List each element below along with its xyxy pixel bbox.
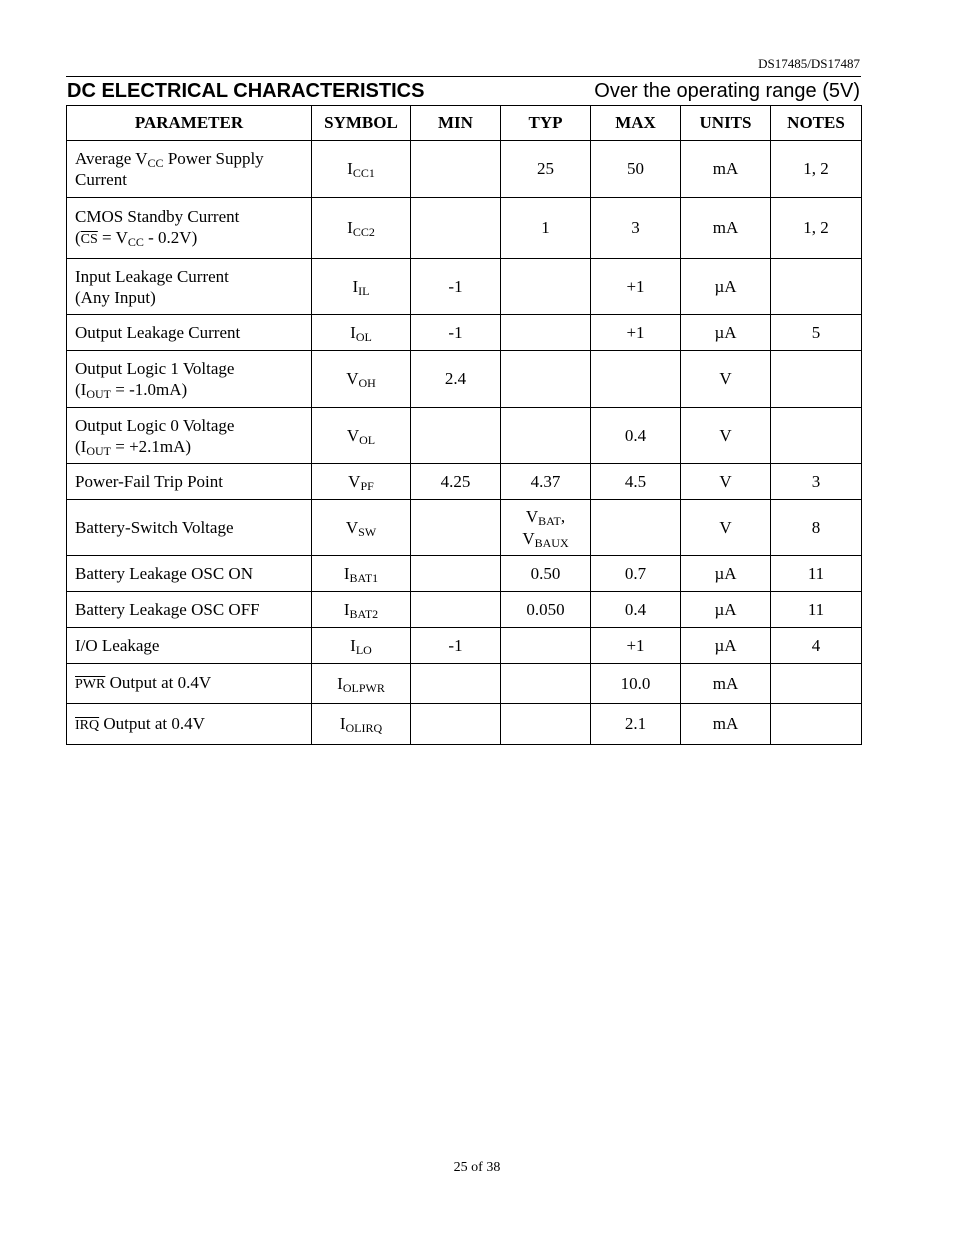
cell-notes: 1, 2 (771, 198, 862, 259)
text-text: (Any Input) (75, 287, 156, 307)
table-row (67, 259, 862, 315)
parameter-line (75, 713, 311, 736)
cell-parameter (67, 464, 312, 500)
symbol-base: I (343, 599, 350, 619)
parameter-line (75, 322, 311, 343)
cell-units: V (681, 408, 771, 464)
cell-notes (771, 259, 862, 315)
text-sub: CC (127, 235, 144, 249)
cell-symbol (312, 351, 411, 408)
cell-min (411, 141, 501, 198)
table-row (67, 464, 862, 500)
parameter-line (75, 415, 311, 436)
symbol-subscript: SW (358, 524, 377, 539)
text-sub: OUT (86, 443, 111, 458)
cell-min (411, 556, 501, 592)
parameter-line (75, 266, 311, 287)
cell-notes (771, 704, 862, 745)
typ-line (501, 506, 590, 528)
cell-units: V (681, 464, 771, 500)
cell-notes: 4 (771, 628, 862, 664)
cell-min: -1 (411, 315, 501, 351)
cell-min: -1 (411, 628, 501, 664)
text-text: Battery-Switch Voltage (75, 518, 234, 537)
cell-units: V (681, 351, 771, 408)
table-row (67, 592, 862, 628)
cell-symbol (312, 664, 411, 704)
cell-max (591, 500, 681, 556)
symbol-subscript: PF (360, 478, 374, 493)
cell-symbol (312, 198, 411, 259)
column-header-min: MIN (411, 106, 501, 141)
symbol-base: I (347, 218, 353, 237)
cell-typ (501, 351, 591, 408)
table-row (67, 351, 862, 408)
text-text: V (522, 528, 535, 548)
cell-symbol (312, 556, 411, 592)
cell-typ (501, 259, 591, 315)
cell-parameter (67, 198, 312, 259)
cell-parameter (67, 704, 312, 745)
table-row (67, 315, 862, 351)
cell-min (411, 198, 501, 259)
cell-units: µA (681, 556, 771, 592)
symbol-base: I (339, 714, 346, 733)
text-over: $\overline{PWR}$ (75, 677, 106, 692)
cell-max: 0.4 (591, 408, 681, 464)
operating-condition: Over the operating range (5V) (594, 80, 860, 102)
symbol-subscript: CC1 (352, 166, 375, 180)
cell-parameter (67, 408, 312, 464)
table-row (67, 198, 862, 259)
cell-notes: 11 (771, 592, 862, 628)
cell-symbol (312, 315, 411, 351)
text-after: = +2.1mA) (111, 436, 192, 456)
symbol-subscript: BAT2 (349, 606, 379, 621)
cell-symbol (312, 628, 411, 664)
symbol-subscript: IL (358, 283, 370, 298)
cell-min (411, 664, 501, 704)
table-row (67, 704, 862, 745)
cell-min: 2.4 (411, 351, 501, 408)
cell-min: -1 (411, 259, 501, 315)
symbol-subscript: OL (359, 432, 376, 447)
text-text: Average V (75, 149, 148, 168)
table-row (67, 500, 862, 556)
symbol-base: I (350, 635, 356, 655)
symbol-base: I (337, 673, 343, 693)
cell-max (591, 351, 681, 408)
cell-min (411, 592, 501, 628)
column-header-parameter: PARAMETER (67, 106, 312, 141)
symbol-subscript: LO (355, 642, 372, 657)
symbol-subscript: OH (358, 376, 376, 390)
parameter-line (75, 599, 311, 620)
symbol-subscript: CC2 (352, 225, 375, 239)
text-after: Output at 0.4V (105, 673, 212, 692)
symbol-base: V (346, 369, 359, 388)
cell-units: mA (681, 198, 771, 259)
cell-parameter (67, 628, 312, 664)
cell-max: 4.5 (591, 464, 681, 500)
table-row (67, 408, 862, 464)
text-after: Output at 0.4V (99, 713, 205, 733)
table-row (67, 556, 862, 592)
symbol-base: V (348, 471, 361, 491)
cell-min (411, 408, 501, 464)
symbol-base: V (345, 517, 359, 537)
cell-min (411, 500, 501, 556)
column-header-max: MAX (591, 106, 681, 141)
table-row (67, 141, 862, 198)
cell-symbol (312, 592, 411, 628)
text-text: (I (75, 436, 87, 456)
cell-max: 0.4 (591, 592, 681, 628)
parameter-line (75, 672, 311, 695)
symbol-base: I (352, 276, 359, 296)
text-after: - 0.2V) (143, 228, 198, 247)
parameter-line (75, 287, 311, 308)
column-header-typ: TYP (501, 106, 591, 141)
cell-symbol (312, 408, 411, 464)
cell-units: mA (681, 141, 771, 198)
cell-parameter (67, 556, 312, 592)
text-text: Power-Fail Trip Point (75, 472, 223, 491)
cell-typ (501, 408, 591, 464)
text-text: CMOS Standby Current (75, 207, 240, 226)
cell-notes: 11 (771, 556, 862, 592)
text-text: Output Logic 0 Voltage (75, 415, 235, 435)
header-rule (66, 76, 861, 77)
parameter-line (75, 471, 311, 492)
cell-symbol (312, 500, 411, 556)
cell-max: +1 (591, 315, 681, 351)
symbol-base: I (350, 322, 356, 342)
document-code: DS17485/DS17487 (758, 56, 860, 71)
cell-notes (771, 664, 862, 704)
cell-notes: 3 (771, 464, 862, 500)
cell-typ (501, 315, 591, 351)
text-text: Battery Leakage OSC ON (75, 564, 253, 583)
cell-units: mA (681, 664, 771, 704)
parameter-line (75, 635, 311, 656)
parameter-line (75, 358, 311, 379)
cell-typ (501, 628, 591, 664)
text-sub: CC (147, 156, 164, 170)
cell-notes: 5 (771, 315, 862, 351)
parameter-line (75, 206, 311, 227)
cell-units: µA (681, 592, 771, 628)
cell-notes (771, 408, 862, 464)
text-sub: BAT (538, 513, 561, 528)
text-text: Input Leakage Current (75, 266, 229, 286)
table-header-row (67, 106, 862, 141)
parameter-line (75, 436, 311, 457)
cell-max: +1 (591, 628, 681, 664)
cell-symbol (312, 464, 411, 500)
text-text: Output Logic 1 Voltage (75, 359, 235, 378)
cell-symbol (312, 141, 411, 198)
cell-min: 4.25 (411, 464, 501, 500)
column-header-notes: NOTES (771, 106, 862, 141)
symbol-base: I (343, 563, 350, 583)
cell-units: µA (681, 315, 771, 351)
cell-typ (501, 664, 591, 704)
text-text: ( (75, 228, 81, 247)
cell-units: V (681, 500, 771, 556)
parameter-line (75, 169, 311, 190)
text-over: $\overline{CS}$ (80, 232, 98, 247)
text-after: = -1.0mA) (111, 380, 188, 399)
symbol-subscript: BAT1 (349, 570, 379, 585)
text-text: I/O Leakage (75, 636, 160, 655)
cell-max: +1 (591, 259, 681, 315)
cell-typ: 25 (501, 141, 591, 198)
column-header-units: UNITS (681, 106, 771, 141)
section-title: DC ELECTRICAL CHARACTERISTICS (67, 80, 425, 102)
cell-typ (501, 500, 591, 556)
text-text: Output Leakage Current (75, 323, 241, 342)
cell-parameter (67, 500, 312, 556)
parameter-line (75, 148, 311, 169)
page-number: 25 of 38 (453, 1160, 501, 1175)
symbol-base: V (346, 425, 360, 445)
text-over: $\overline{IRQ}$ (75, 717, 100, 733)
parameter-line (75, 227, 311, 250)
text-text: Current (75, 170, 127, 189)
text-text: (I (75, 380, 87, 399)
cell-typ: 1 (501, 198, 591, 259)
text-sub: OUT (86, 387, 111, 401)
cell-notes (771, 351, 862, 408)
cell-parameter (67, 259, 312, 315)
symbol-subscript: OL (355, 329, 372, 344)
cell-symbol (312, 704, 411, 745)
cell-max: 0.7 (591, 556, 681, 592)
dc-characteristics-table (66, 105, 862, 745)
symbol-base: I (347, 159, 353, 178)
cell-notes: 1, 2 (771, 141, 862, 198)
cell-parameter (67, 592, 312, 628)
cell-max: 3 (591, 198, 681, 259)
cell-symbol (312, 259, 411, 315)
parameter-line (75, 563, 311, 584)
table-body (67, 141, 862, 745)
cell-notes: 8 (771, 500, 862, 556)
cell-units: µA (681, 259, 771, 315)
text-sub: BAUX (534, 535, 569, 550)
text-mid: = V (97, 228, 128, 247)
cell-typ: 0.50 (501, 556, 591, 592)
cell-max: 10.0 (591, 664, 681, 704)
cell-max: 2.1 (591, 704, 681, 745)
cell-units: µA (681, 628, 771, 664)
symbol-subscript: OLPWR (342, 680, 385, 695)
text-after: Power Supply (163, 149, 264, 168)
symbol-subscript: OLIRQ (345, 721, 383, 735)
cell-typ: 4.37 (501, 464, 591, 500)
text-after: , (560, 506, 566, 526)
cell-parameter (67, 141, 312, 198)
typ-line (501, 528, 590, 550)
cell-typ: 0.050 (501, 592, 591, 628)
cell-parameter (67, 351, 312, 408)
cell-min (411, 704, 501, 745)
cell-max: 50 (591, 141, 681, 198)
cell-typ (501, 704, 591, 745)
table-row (67, 628, 862, 664)
parameter-line (75, 379, 311, 400)
table-row (67, 664, 862, 704)
cell-units: mA (681, 704, 771, 745)
cell-parameter (67, 315, 312, 351)
text-text: V (525, 506, 539, 526)
text-text: Battery Leakage OSC OFF (75, 600, 260, 619)
parameter-line (75, 517, 311, 538)
cell-parameter (67, 664, 312, 704)
column-header-symbol: SYMBOL (312, 106, 411, 141)
